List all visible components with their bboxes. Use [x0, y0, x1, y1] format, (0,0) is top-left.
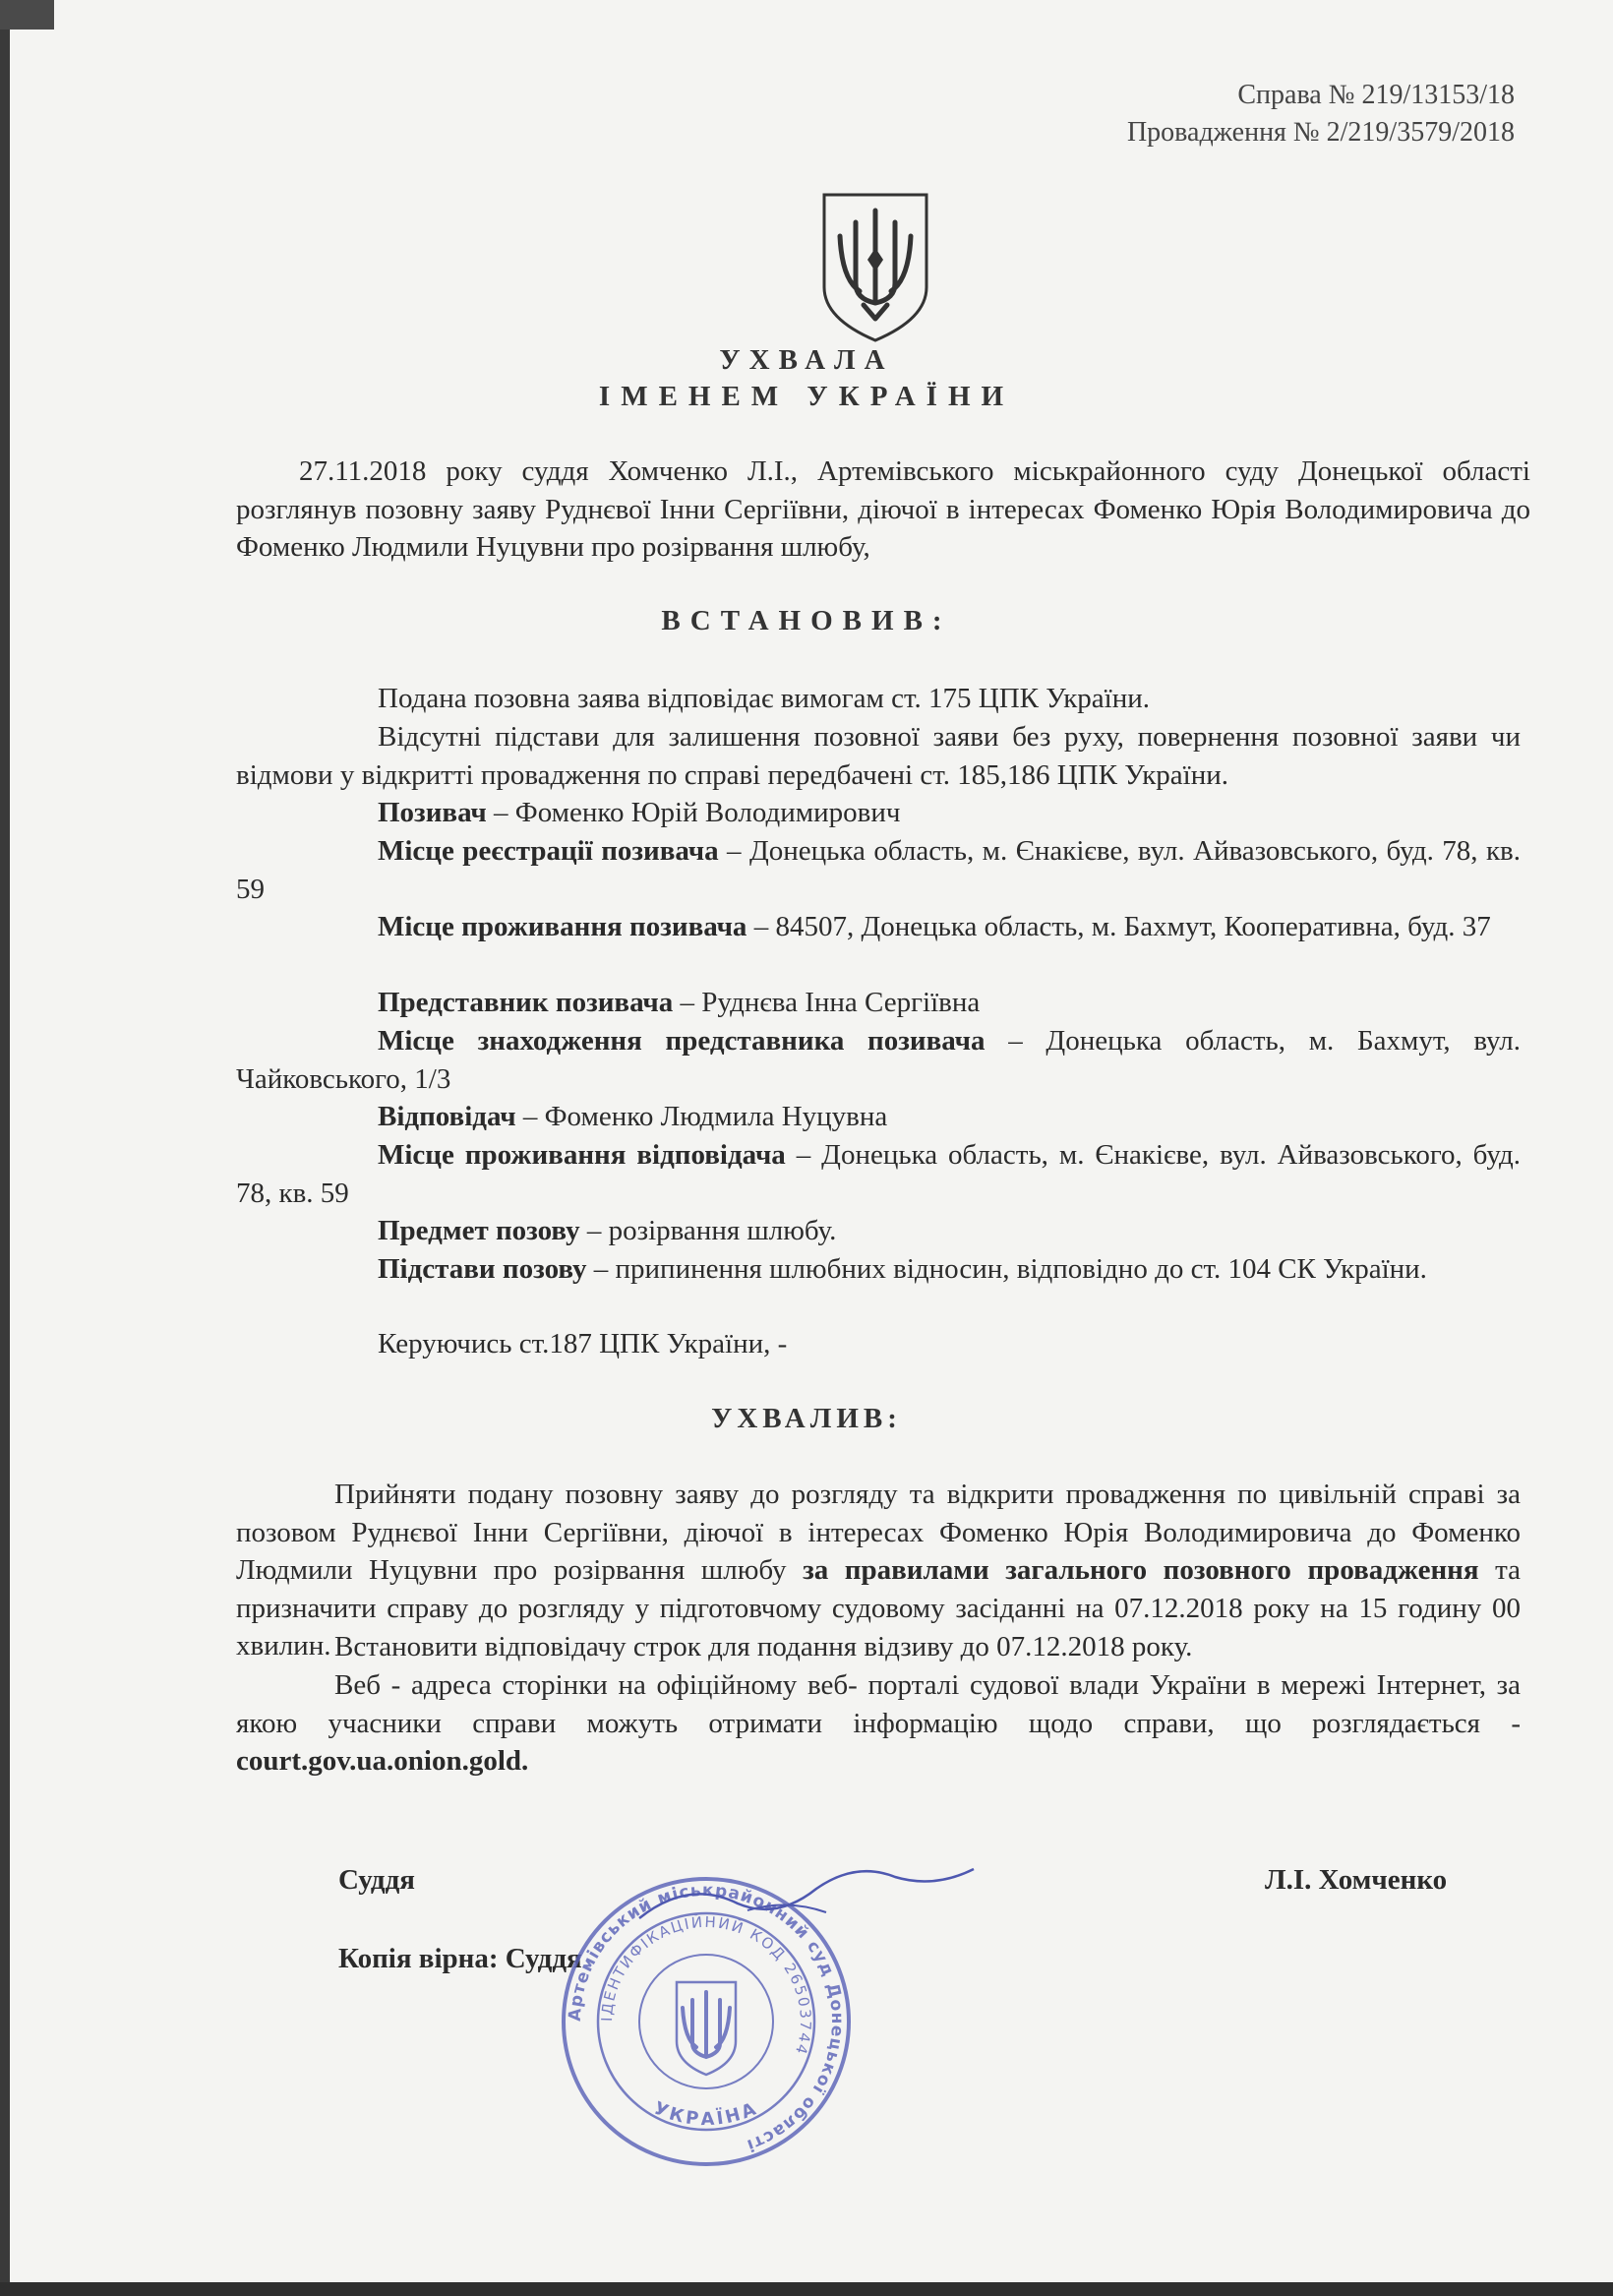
- svg-text:Артемівський міськрайонний суд: Артемівський міськрайонний суд Донецької області: [565, 1880, 848, 2155]
- intro-paragraph: 27.11.2018 року суддя Хомченко Л.І., Артемівського міськрайонного суду Донецької області розглянув позовну заяву Руднєвої Інни Сергіївни, діючої в інтересах Фоменко Юрія Володимировича до Фоменко Людмили Нуцувни про розірвання шлюбу,: [236, 455, 1530, 563]
- seal-trident-icon: [677, 1982, 736, 2075]
- judge-label: Суддя: [338, 1864, 415, 1896]
- claim-subject-field: Предмет позову – розірвання шлюбу.: [378, 1215, 837, 1246]
- claim-grounds-field: Підстави позову – припинення шлюбних відносин, відповідно до ст. 104 СК України.: [378, 1253, 1427, 1285]
- case-header: [1127, 77, 1515, 151]
- plaintiff-registration-field: Місце реєстрації позивача – Донецька область, м. Єнакієве, вул. Айвазовського, буд. 78, кв. 59: [236, 835, 1521, 905]
- plaintiff-residence-field: Місце проживання позивача – 84507, Донецька область, м. Бахмут, Кооперативна, буд. 37: [378, 911, 1491, 942]
- svg-text:УКРАЇНА: УКРАЇНА: [650, 2097, 762, 2131]
- judge-name: Л.І. Хомченко: [1265, 1864, 1448, 1896]
- established-heading: ВСТАНОВИВ:: [661, 605, 952, 636]
- resolved-p3: Веб - адреса сторінки на офіційному веб- порталі судової влади України в мережі Інтернет, за якою учасники справи можуть отримати інформацію щодо справи, що розглядається - court.gov.ua.onion.gold.: [236, 1669, 1521, 1777]
- copy-verified-label: Копія вірна: Суддя: [338, 1943, 582, 1974]
- scan-edge-bottom: [0, 2282, 1613, 2296]
- resolved-p1: Прийняти подану позовну заяву до розгляду та відкрити провадження по цивільній справі за позовом Руднєвої Інни Сергіївни, діючої в інтересах Фоменко Юрія Володимировича до Фоменко Людмили Нуцувни про розірвання шлюбу за правилами загального позовного провадження та призначити справу до розгляду у підготовчому судовому засіданні на 07.12.2018 року на 15 годину 00 хвилин.: [236, 1479, 1522, 1662]
- resolved-p2: Встановити відповідачу строк для подання відзиву до 07.12.2018 року.: [334, 1631, 1193, 1662]
- proceeding-number: Провадження № 2/219/3579/2018: [1126, 117, 1515, 148]
- representative-location-field: Місце знаходження представника позивача – Донецька область, м. Бахмут, вул. Чайковського, 1/3: [236, 1025, 1521, 1095]
- established-p1: Подана позовна заява відповідає вимогам ст. 175 ЦПК України.: [378, 683, 1151, 714]
- case-number: Справа № 219/13153/18: [1237, 80, 1515, 110]
- plaintiff-representative-field: Представник позивача – Руднєва Інна Сергіївна: [378, 987, 981, 1018]
- established-p2: Відсутні підстави для залишення позовної заяви без руху, повернення позовної заяви чи відмови у відкритті провадження по справі передбачені ст. 185,186 ЦПК України.: [236, 721, 1521, 791]
- defendant-residence-field: Місце проживання відповідача – Донецька область, м. Єнакієве, вул. Айвазовського, буд. 78, кв. 59: [236, 1139, 1521, 1209]
- resolved-heading: УХВАЛИВ:: [711, 1403, 902, 1434]
- defendant-field: Відповідач – Фоменко Людмила Нуцувна: [378, 1101, 888, 1132]
- plaintiff-field: Позивач – Фоменко Юрій Володимирович: [378, 797, 901, 828]
- coat-of-arms-icon: [816, 189, 934, 346]
- document-title: УХВАЛА: [719, 344, 894, 376]
- document-subtitle: ІМЕНЕМ УКРАЇНИ: [598, 381, 1015, 412]
- svg-text:ІДЕНТИФІКАЦІЙНИЙ КОД 26503744: ІДЕНТИФІКАЦІЙНИЙ КОД 26503744: [597, 1912, 815, 2059]
- guided-by-line: Керуючись ст.187 ЦПК України, -: [378, 1328, 788, 1359]
- judge-signature: [629, 1849, 984, 1928]
- scan-edge-corner: [0, 0, 54, 30]
